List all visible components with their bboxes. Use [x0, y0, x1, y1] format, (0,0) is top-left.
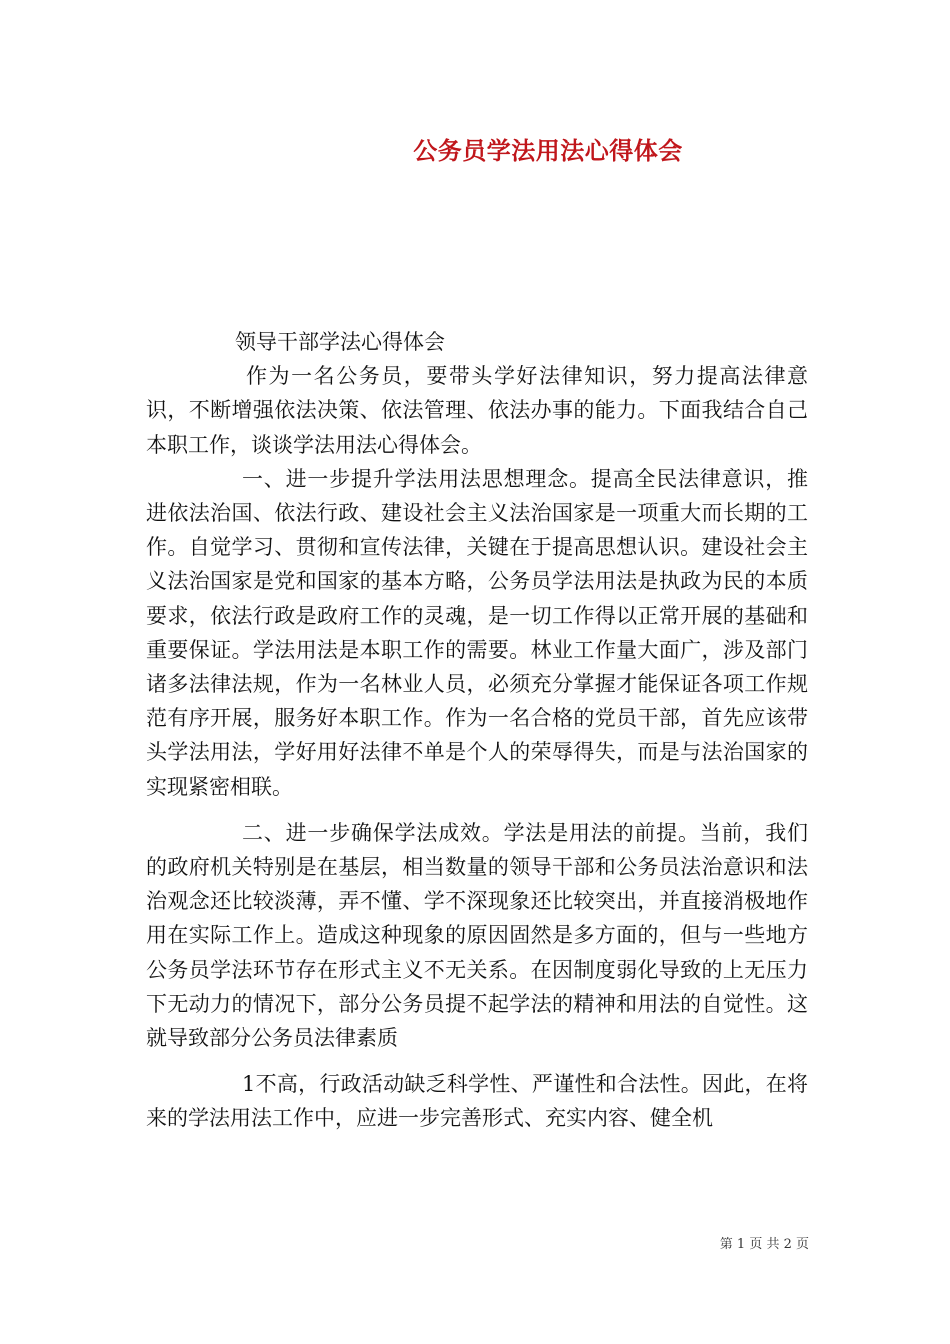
page-number: 第 1 页 共 2 页	[719, 1237, 809, 1252]
paragraph-section-two: 二、进一步确保学法成效。学法是用法的前提。当前，我们的政府机关特别是在基层，相当数量的领导干部和公务员法治意识和法治观念还比较淡薄，弄不懂、学不深现象还比较突出，并直接消极地作用在实际工作上。造成这种现象的原因固然是多方面的，但与一些地方公务员学法环节存在形式主义不无关系。在因制度弱化导致的上无压力下无动力的情况下，部分公务员提不起学法的精神和用法的自觉性。这就导致部分公务员法律素质	[146, 820, 808, 1051]
paragraph-intro: 作为一名公务员，要带头学好法律知识，努力提高法律意识，不断增强依法决策、依法管理、依法办事的能力。下面我结合自己本职工作，谈谈学法用法心得体会。	[146, 364, 808, 457]
paragraph-section-one: 一、进一步提升学法用法思想理念。提高全民法律意识，推进依法治国、依法行政、建设社会主义法治国家是一项重大而长期的工作。自觉学习、贯彻和宣传法律，关键在于提高思想认识。建设社会主义法治国家是党和国家的基本方略，公务员学法用法是执政为民的本质要求，依法行政是政府工作的灵魂，是一切工作得以正常开展的基础和重要保证。学法用法是本职工作的需要。林业工作量大面广，涉及部门诸多法律法规，作为一名林业人员，必须充分掌握才能保证各项工作规范有序开展，服务好本职工作。作为一名合格的党员干部，首先应该带头学法用法，学好用好法律不单是个人的荣辱得失，而是与法治国家的实现紧密相联。	[146, 466, 808, 799]
document-title: 公务员学法用法心得体会	[413, 136, 683, 165]
document-subtitle: 领导干部学法心得体会	[235, 330, 445, 354]
document-body	[146, 325, 808, 1136]
paragraph-continuation: 1不高，行政活动缺乏科学性、严谨性和合法性。因此，在将来的学法用法工作中，应进一步完善形式、充实内容、健全机	[146, 1072, 808, 1131]
